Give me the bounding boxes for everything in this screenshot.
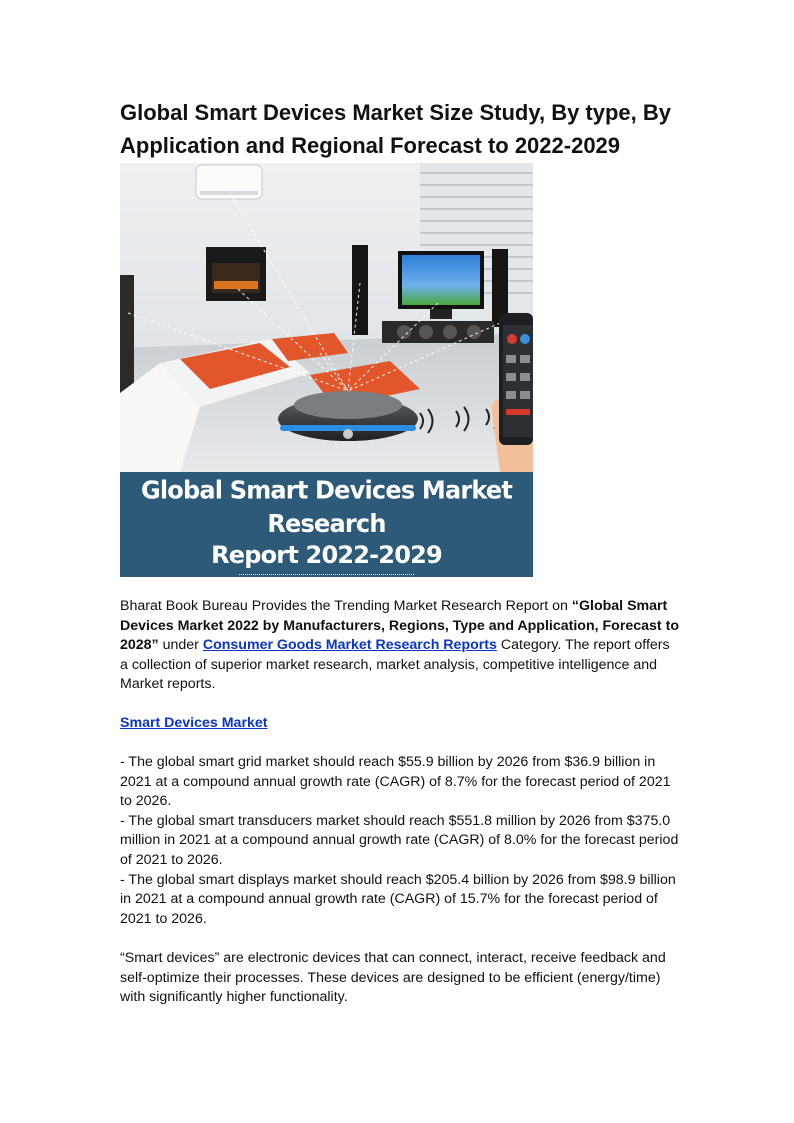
page-title: Global Smart Devices Market Size Study, By type, By Application and Regional Forecast to 2022-2029: [120, 100, 672, 158]
list-item: - The global smart displays market should reach $205.4 billion by 2026 from $98.9 billion in 2021 at a compound annual growth rate (CAGR) of 15.7% for the forecast period of 2021 to 2026.: [120, 871, 676, 927]
banner-url: www.bharatbook.com: [212, 578, 441, 600]
smart-devices-market-link[interactable]: Smart Devices Market: [120, 715, 268, 731]
definition-paragraph: “Smart devices” are electronic devices that can connect, interact, receive feedback and self-optimize their processes. These devices are designed to be efficient (energy/time) with significantly higher functionality.: [120, 950, 666, 1006]
report-banner: [120, 472, 533, 600]
intro-connector: under: [158, 637, 203, 654]
report-name: “Global Smart Devices Market 2022 by Manufacturers, Regions, Type and Application, Forecast to 2028”: [120, 598, 679, 654]
intro-text: Bharat Book Bureau Provides the Trending Market Research Report on: [120, 598, 572, 614]
intro-continuation: Category. The report offers a collection of superior market research, market analysis, competitive intelligence and Market reports.: [120, 637, 670, 693]
banner-divider: [239, 574, 414, 575]
market-bullets: [120, 753, 680, 929]
hero-image: [120, 163, 533, 600]
banner-subheadline: Report 2022-2029: [211, 541, 442, 569]
smart-home-illustration: [120, 163, 533, 472]
list-item: - The global smart grid market should reach $55.9 billion by 2026 from $36.9 billion in 2021 at a compound annual growth rate (CAGR) of 8.7% for the forecast period of 2021 to 2026.: [120, 754, 671, 810]
section-heading: [120, 714, 680, 734]
banner-headline: Global Smart Devices Market Research: [140, 475, 513, 539]
list-item: - The global smart transducers market should reach $551.8 million by 2026 from $375.0 million in 2021 at a compound annual growth rate (CAGR) of 8.0% for the forecast period of 2021 to 2026.: [120, 812, 679, 868]
category-link[interactable]: Consumer Goods Market Research Reports: [202, 637, 497, 654]
intro-paragraph: [120, 597, 680, 695]
